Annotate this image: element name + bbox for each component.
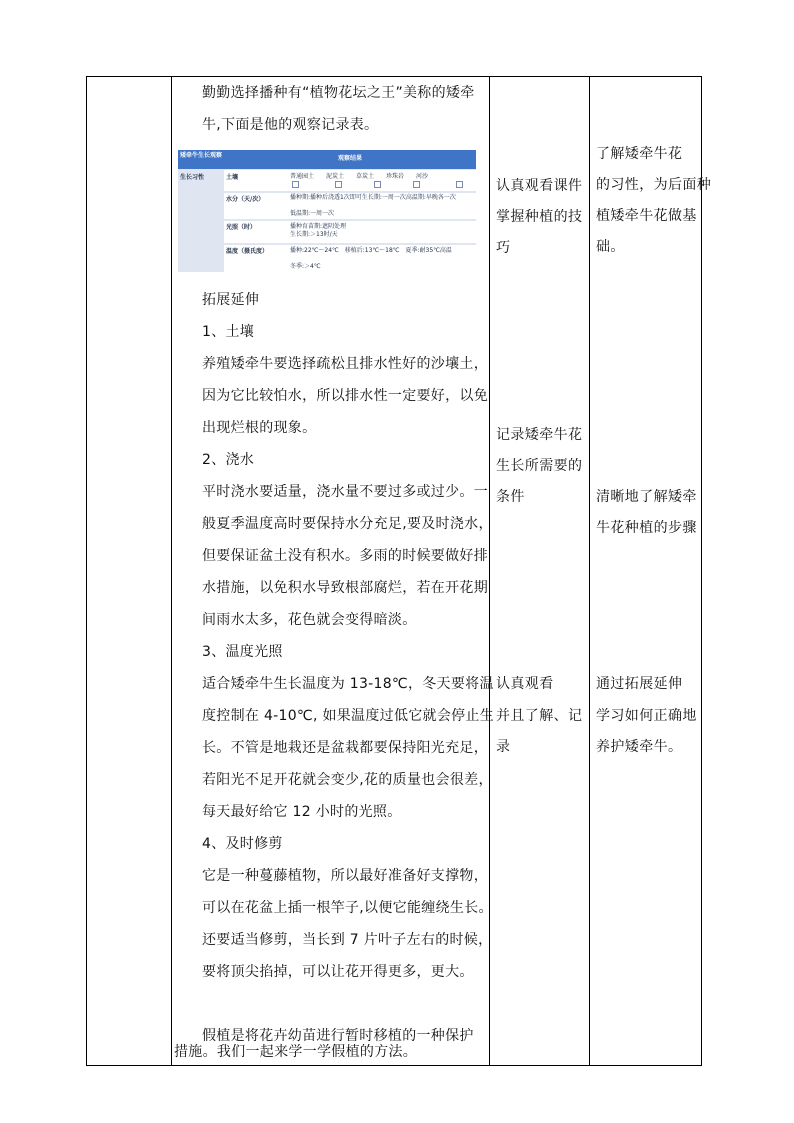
obs-row-value: 普通园土 泥炭土 草炭土 珍珠岩 河沙 bbox=[290, 173, 429, 180]
paragraph-line: 间雨水太多，花色就会变得暗淡。 bbox=[202, 612, 417, 628]
student-activity-line: 并且了解、记 bbox=[496, 708, 583, 724]
obs-row-value: 生长期:＞13时/天 bbox=[290, 231, 338, 238]
paragraph-line: 若阳光不足开花就会变少,花的质量也会很差， bbox=[202, 772, 493, 788]
checkbox-icon bbox=[374, 181, 381, 188]
observation-table-header-label: 观察结果 bbox=[338, 155, 363, 162]
obs-row-value: 播种:22℃～24℃ 移植后:13℃～18℃ 夏季:耐35℃高温 bbox=[290, 247, 452, 254]
column-divider bbox=[589, 76, 590, 1066]
purpose-line: 植矮牵牛花做基 bbox=[596, 208, 697, 224]
obs-row-label: 水分（天/次） bbox=[226, 196, 265, 203]
obs-row-value: 低温期:一周一次 bbox=[290, 210, 335, 217]
purpose-line: 清晰地了解矮牵 bbox=[596, 489, 697, 505]
checkbox-icon bbox=[292, 181, 299, 188]
paragraph-line: 假植是将花卉幼苗进行暂时移植的一种保护 bbox=[202, 1028, 474, 1044]
paragraph-line: 还要适当修剪，当长到 7 片叶子左右的时候， bbox=[202, 932, 493, 948]
intro-line: 勤勤选择播种有“植物花坛之王”美称的矮牵 bbox=[202, 85, 475, 101]
subsection-heading: 3、温度光照 bbox=[202, 644, 283, 660]
paragraph-line: 可以在花盆上插一根竿子,以便它能缠绕生长。 bbox=[202, 900, 493, 916]
obs-row-label: 土壤 bbox=[226, 174, 239, 181]
obs-row-label: 温度（摄氏度） bbox=[226, 248, 269, 255]
paragraph-line: 平时浇水要适量，浇水量不要过多或过少。一 bbox=[202, 484, 488, 500]
subsection-heading: 2、浇水 bbox=[202, 452, 255, 468]
student-activity-line: 巧 bbox=[496, 240, 511, 256]
purpose-line: 牛花种植的步骤 bbox=[596, 520, 697, 536]
student-activity-line: 掌握种植的技 bbox=[496, 209, 583, 225]
student-activity-line: 生长所需要的 bbox=[496, 458, 583, 474]
paragraph-line: 养殖矮牵牛要选择疏松且排水性好的沙壤土， bbox=[202, 356, 488, 372]
paragraph-line: 但要保证盆土没有积水。多雨的时候要做好排 bbox=[202, 548, 488, 564]
paragraph-line: 适合矮牵牛生长温度为 13-18℃，冬天要将温 bbox=[202, 676, 494, 692]
paragraph-line: 度控制在 4-10℃, 如果温度过低它就会停止生 bbox=[202, 708, 495, 724]
section-heading: 拓展延伸 bbox=[202, 292, 260, 308]
student-activity-line: 记录矮牵牛花 bbox=[496, 427, 583, 443]
purpose-line: 了解矮牵牛花 bbox=[596, 146, 683, 162]
purpose-line: 通过拓展延伸 bbox=[596, 676, 683, 692]
paragraph-line: 措施。我们一起来学一学假植的方法。 bbox=[174, 1044, 418, 1060]
purpose-line: 的习性，为后面种 bbox=[596, 177, 712, 193]
checkbox-icon bbox=[335, 181, 342, 188]
subsection-heading: 4、及时修剪 bbox=[202, 836, 283, 852]
purpose-line: 础。 bbox=[596, 239, 625, 255]
intro-line: 牛,下面是他的观察记录表。 bbox=[202, 117, 379, 133]
purpose-line: 学习如何正确地 bbox=[596, 708, 697, 724]
paragraph-line: 出现烂根的现象。 bbox=[202, 420, 317, 436]
obs-row-label: 光照（时） bbox=[226, 224, 257, 231]
paragraph-line: 般夏季温度高时要保持水分充足,要及时浇水， bbox=[202, 516, 493, 532]
subsection-heading: 1、土壤 bbox=[202, 324, 255, 340]
observation-table-title: 矮牵牛生长观察 bbox=[180, 152, 223, 159]
student-activity-line: 认真观看课件 bbox=[496, 178, 583, 194]
paragraph-line: 它是一种蔓藤植物，所以最好准备好支撑物， bbox=[202, 868, 488, 884]
paragraph-line: 水措施，以免积水导致根部腐烂，若在开花期 bbox=[202, 580, 488, 596]
obs-row-value: 冬季:＞4℃ bbox=[290, 263, 321, 270]
checkbox-icon bbox=[456, 181, 463, 188]
student-activity-line: 录 bbox=[496, 739, 511, 755]
paragraph-line: 因为它比较怕水，所以排水性一定要好，以免 bbox=[202, 388, 488, 404]
paragraph-line: 要将顶尖掐掉，可以让花开得更多，更大。 bbox=[202, 964, 474, 980]
student-activity-line: 条件 bbox=[496, 489, 525, 505]
paragraph-line: 长。不管是地栽还是盆栽都要保持阳光充足， bbox=[202, 740, 488, 756]
obs-row-value: 播种育苗期:遮阴处理 bbox=[290, 223, 347, 230]
column-divider bbox=[171, 76, 172, 1066]
paragraph-line: 每天最好给它 12 小时的光照。 bbox=[202, 804, 402, 820]
checkbox-row bbox=[290, 181, 463, 188]
checkbox-icon bbox=[413, 181, 420, 188]
student-activity-line: 认真观看 bbox=[496, 676, 554, 692]
habit-label: 生长习性 bbox=[180, 174, 205, 181]
obs-row-value: 播种期:播种后浇透1次即可生长期:一周一次高温期:早晚各一次 bbox=[290, 194, 456, 201]
purpose-line: 养护矮牵牛。 bbox=[596, 739, 683, 755]
observation-table-image bbox=[178, 150, 476, 272]
